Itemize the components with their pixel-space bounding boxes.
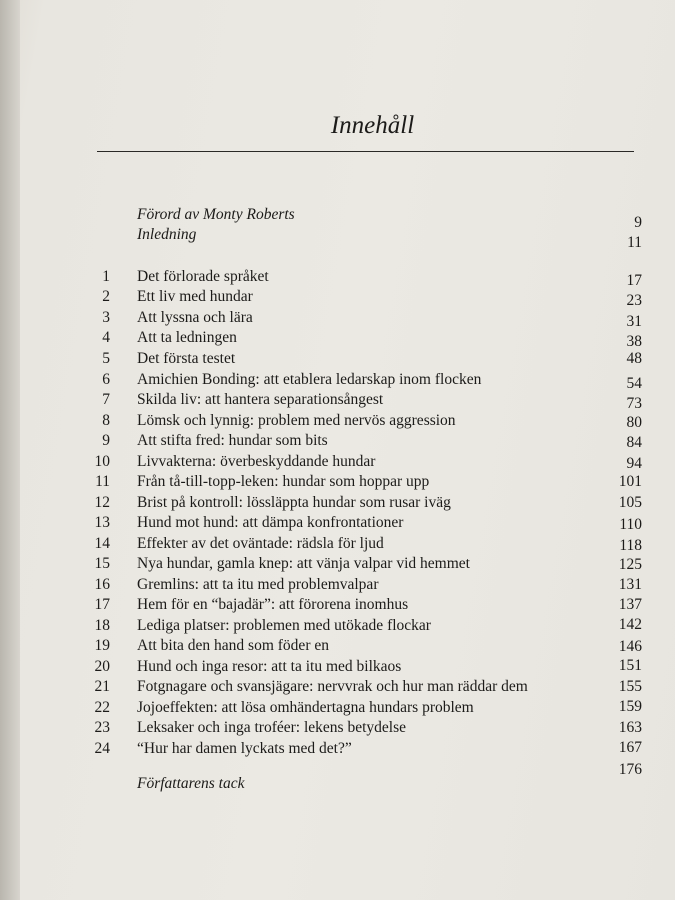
chapter-number: 21 xyxy=(94,678,110,695)
chapter-page: 142 xyxy=(618,616,642,633)
chapter-title: Att bita den hand som föder en xyxy=(137,637,329,654)
chapter-title: Effekter av det oväntade: rädsla för ljud xyxy=(137,535,384,552)
toc-chapter-row xyxy=(0,719,675,739)
chapter-title: Att ta ledningen xyxy=(137,329,237,346)
toc-entry-page: 176 xyxy=(618,761,642,778)
chapter-page: 38 xyxy=(626,333,642,350)
toc-chapter-row xyxy=(0,617,675,637)
chapter-title: Brist på kontroll: lössläppta hundar som rusar iväg xyxy=(137,494,451,511)
toc-chapter-row xyxy=(0,288,675,308)
chapter-number: 11 xyxy=(95,473,110,490)
toc-chapter-row xyxy=(0,371,675,391)
toc-chapter-row xyxy=(0,453,675,473)
chapter-number: 22 xyxy=(94,699,110,716)
chapter-number: 17 xyxy=(94,596,110,613)
chapter-title: Livvakterna: överbeskyddande hundar xyxy=(137,453,376,470)
chapter-title: Hund och inga resor: att ta itu med bilkaos xyxy=(137,658,402,675)
chapter-page: 105 xyxy=(618,494,642,511)
chapter-number: 15 xyxy=(94,555,110,572)
toc-entry-title: Förord av Monty Roberts xyxy=(137,206,295,223)
chapter-number: 7 xyxy=(102,391,110,408)
chapter-page: 159 xyxy=(618,698,642,715)
chapter-number: 18 xyxy=(94,617,110,634)
chapter-number: 20 xyxy=(94,658,110,675)
chapter-page: 23 xyxy=(626,292,642,309)
toc-chapter-row xyxy=(0,350,675,370)
chapter-page: 131 xyxy=(618,576,642,593)
toc-chapter-row xyxy=(0,329,675,349)
chapter-page: 101 xyxy=(618,473,642,490)
chapter-number: 12 xyxy=(94,494,110,511)
chapter-title: Hem för en “bajadär”: att förorena inomhus xyxy=(137,596,409,613)
chapter-number: 4 xyxy=(102,329,110,346)
chapter-number: 3 xyxy=(102,309,110,326)
chapter-page: 137 xyxy=(618,596,642,613)
chapter-page: 84 xyxy=(626,434,642,451)
toc-chapter-row xyxy=(0,740,675,760)
chapter-number: 2 xyxy=(102,288,110,305)
chapter-page: 94 xyxy=(626,455,642,472)
chapter-page: 146 xyxy=(618,638,642,655)
chapter-title: Skilda liv: att hantera separationsångest xyxy=(137,391,384,408)
toc-entry-title: Inledning xyxy=(137,226,197,243)
chapter-title: Från tå-till-topp-leken: hundar som hoppar upp xyxy=(137,473,430,490)
chapter-number: 5 xyxy=(102,350,110,367)
chapter-title: Jojoeffekten: att lösa omhändertagna hundars problem xyxy=(137,699,474,716)
chapter-title: Det förlorade språket xyxy=(137,268,269,285)
chapter-title: Ett liv med hundar xyxy=(137,288,253,305)
chapter-number: 8 xyxy=(102,412,110,429)
toc-chapter-row xyxy=(0,555,675,575)
chapter-page: 17 xyxy=(626,272,642,289)
chapter-title: Att lyssna och lära xyxy=(137,309,253,326)
chapter-number: 1 xyxy=(102,268,110,285)
toc-entry-page: 11 xyxy=(627,234,642,251)
toc-chapter-row xyxy=(0,412,675,432)
toc-chapter-row xyxy=(0,514,675,534)
toc-chapter-row xyxy=(0,309,675,329)
toc-chapter-row xyxy=(0,494,675,514)
chapter-title: Gremlins: att ta itu med problemvalpar xyxy=(137,576,379,593)
toc-chapter-row xyxy=(0,473,675,493)
toc-chapter-row xyxy=(0,535,675,555)
chapter-number: 14 xyxy=(94,535,110,552)
toc-chapter-row xyxy=(0,391,675,411)
chapter-number: 6 xyxy=(102,371,110,388)
toc-chapter-row xyxy=(0,658,675,678)
chapter-title: Att stifta fred: hundar som bits xyxy=(137,432,328,449)
toc-entry-page: 9 xyxy=(634,214,642,231)
chapter-title: Nya hundar, gamla knep: att vänja valpar vid hemmet xyxy=(137,555,470,572)
chapter-page: 80 xyxy=(626,414,642,431)
chapter-page: 31 xyxy=(626,313,642,330)
chapter-page: 125 xyxy=(618,556,642,573)
chapter-page: 163 xyxy=(618,719,642,736)
chapter-page: 151 xyxy=(618,657,642,674)
chapter-page: 155 xyxy=(618,678,642,695)
chapter-page: 73 xyxy=(626,395,642,412)
toc-entry-acknowledgements xyxy=(0,775,675,795)
page-title: Innehåll xyxy=(330,112,415,139)
chapter-number: 13 xyxy=(94,514,110,531)
chapter-number: 16 xyxy=(94,576,110,593)
chapter-number: 19 xyxy=(94,637,110,654)
chapter-number: 9 xyxy=(102,432,110,449)
chapter-title: Hund mot hund: att dämpa konfrontationer xyxy=(137,514,404,531)
toc-chapter-row xyxy=(0,432,675,452)
toc-chapter-row xyxy=(0,678,675,698)
toc-chapter-row xyxy=(0,576,675,596)
toc-chapter-row xyxy=(0,268,675,288)
chapter-number: 10 xyxy=(94,453,110,470)
chapter-title: Det första testet xyxy=(137,350,236,367)
chapter-number: 23 xyxy=(94,719,110,736)
chapter-page: 167 xyxy=(618,739,642,756)
chapter-page: 54 xyxy=(626,375,642,392)
toc-chapter-row xyxy=(0,699,675,719)
toc-entry-introduction-page-row xyxy=(0,234,675,254)
chapter-title: Lediga platser: problemen med utökade flockar xyxy=(137,617,431,634)
chapter-title: “Hur har damen lyckats med det?” xyxy=(137,740,352,757)
toc-chapter-row xyxy=(0,596,675,616)
toc-entry-title: Författarens tack xyxy=(137,775,245,792)
chapter-page: 110 xyxy=(619,516,642,533)
chapter-title: Fotgnagare och svansjägare: nervvrak och hur man räddar dem xyxy=(137,678,528,695)
chapter-title: Amichien Bonding: att etablera ledarskap inom flocken xyxy=(137,371,482,388)
chapter-number: 24 xyxy=(94,740,110,757)
chapter-title: Lömsk och lynnig: problem med nervös aggression xyxy=(137,412,456,429)
chapter-title: Leksaker och inga troféer: lekens betydelse xyxy=(137,719,406,736)
chapter-page: 118 xyxy=(619,537,642,554)
chapter-page: 48 xyxy=(626,350,642,367)
toc-chapter-row xyxy=(0,637,675,657)
